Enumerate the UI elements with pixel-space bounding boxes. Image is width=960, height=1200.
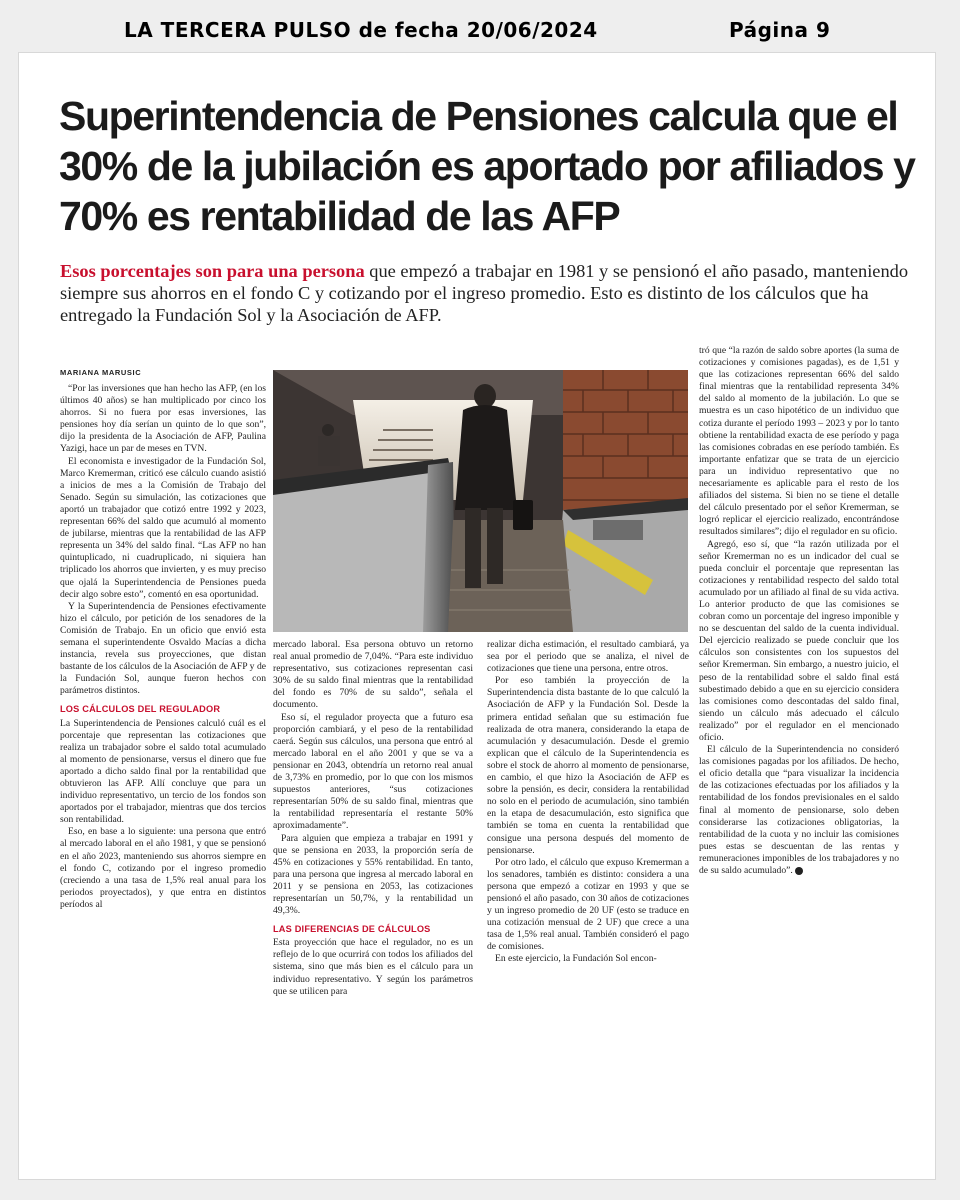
article-column-3 xyxy=(487,639,689,966)
paragraph: Agregó, eso sí, que “la razón utilizada por el señor Kremerman no es un indicador del cual se pueda concluir el porcentaje que representan las cotizaciones y rentabilidad respecto del saldo total acumulado por un afiliado al final de su vida activa. Lo anterior producto de que las comisiones se cobran como un porcentaje del ingreso imponible y no se descuentan del saldo de la cuenta individual. Del ejercicio realizado se puede concluir que los cálculos son consistentes con los supuestos del señor Kremerman. Sin embargo, a nuestro juicio, el peso de la rentabilidad sobre el saldo final está subestimado debido a que en su ejercicio considera las comisiones como descontadas del saldo final, siendo un cálculo más adecuado el cálculo realizado” por el regulador en el mencionado oficio. xyxy=(699,538,899,743)
paragraph: realizar dicha estimación, el resultado cambiará, ya sea por el periodo que se analiza, el nivel de cotizaciones que tiene una persona, entre otros. xyxy=(487,639,689,675)
clipping-header xyxy=(0,14,960,50)
section-subhead: LAS DIFERENCIAS DE CÁLCULOS xyxy=(273,924,431,935)
paragraph xyxy=(699,744,899,877)
article-column-1 xyxy=(60,383,266,911)
paragraph: Por eso también la proyección de la Superintendencia dista bastante de lo que calculó la Asociación de AFP y la Fundación Sol. Desde la primera entidad señalan que su estimación fue realizada de otra manera, considerando la etapa de acumulación y desacumulación. Desde el gremio explican que el cálculo de la Superintendencia es sobre el stock de ahorro al momento de pensionarse, en cambio, el que hizo la Asociación de AFP es sobre la pensión, es decir, considera la rentabilidad no solo en el periodo de acumulación, sino también en la etapa de desacumulación, esto significa que también se toma en cuenta la rentabilidad que consigue una persona después del momento de pensionarse. xyxy=(487,675,689,856)
paragraph: El economista e investigador de la Fundación Sol, Marco Kremerman, criticó ese cálculo cuando asistió a inicios de mes a la Comisión de Trabajo del Senado. Según su simulación, las cotizaciones que aportó un trabajador que cotizó entre 1992 y 2023, representan 66% del saldo que acumuló al momento de jubilarse, mientras que la rentabilidad de las AFP representa un 34% del saldo final. “Las AFP no han quintuplicado, ni cuadruplicado, ni siquiera han triplicado los ahorros que invierten, y es muy preciso que ojalá la Superintendencia de Pensiones pueda decir algo sobre esto”, comentó en esa oportunidad. xyxy=(60,455,266,600)
end-of-article-icon xyxy=(795,867,803,875)
paragraph: Por otro lado, el cálculo que expuso Kremerman a los senadores, también es distinto: considera a una persona que empezó a cotizar en 1993 y que se pensionó el año pasado, con 30 años de cotizaciones y un ingreso promedio de 20 UF (esto se traduce en una cotización mensual de 2 UF) que crece a una tasa de 1,5% real anual. También consideró el pago de comisiones. xyxy=(487,856,689,953)
clipping-source: LA TERCERA PULSO de fecha 20/06/2024 xyxy=(124,18,598,42)
article-lead xyxy=(60,260,910,326)
paragraph: Eso sí, el regulador proyecta que a futuro esa proporción cambiará, y el peso de la rentabilidad caerá. Según sus cálculos, una persona que entró al mercado laboral en el año 2001 y que se va a pensionar en 2043, obtendría un retorno real anual de 3,73% en promedio, por lo que con los mismos supuestos anteriores, “sus cotizaciones representarían 50% de su saldo final, mientras que la rentabilidad representaría el restante 50% aproximadamente”. xyxy=(273,711,473,832)
paragraph: En este ejercicio, la Fundación Sol encon- xyxy=(495,953,657,965)
paragraph: Y la Superintendencia de Pensiones efectivamente hizo el cálculo, por petición de los senadores de la Comisión de Trabajo. En un oficio que envió esta semana el superintendente Osvaldo Macías a dicha instancia, revela sus proyecciones, que distan bastante de los cálculos de la Asociación de AFP y de la Fundación Sol, aunque fueron hechos con parámetros distintos. xyxy=(60,600,266,697)
paragraph: La Superintendencia de Pensiones calculó cuál es el porcentaje que representan las cotizaciones que realiza un trabajador sobre el saldo total acumulado al momento de pensionarse, versus el dinero que fue aportado a dicho saldo final por la rentabilidad que obtuvieron las AFP. Allí concluye que para un individuo representativo, un tercio de los fondos son aportados por el trabajador, mientras que dos tercios son rentabilidad. xyxy=(60,717,266,826)
paragraph: Esta proyección que hace el regulador, no es un reflejo de lo que ocurrirá con todos los afiliados del sistema, sino que más bien es el cálculo para un individuo representativo. Y según los parámetros que se utilicen para xyxy=(273,937,473,997)
article-column-4 xyxy=(699,345,899,877)
section-subhead: LOS CÁLCULOS DEL REGULADOR xyxy=(60,704,221,715)
paragraph: tró que “la razón de saldo sobre aportes (la suma de cotizaciones y comisiones pagadas), es de 1,51 y que las cotizaciones representan 66% del saldo final mientras que la rentabilidad representa 34% del saldo al momento de la jubilación. Lo que se muestra es un caso hipotético de un individuo que cotiza durante el período 1993 – 2023 y por lo tanto obtiene la rentabilidad exacta de ese período y paga las comisiones cobradas en ese período también. Es importante enfatizar que se trata de un ejercicio para un individuo representativo que no necesariamente es aplicable para el resto de los afiliados del sistema. Si bien no se tiene el detalle del cálculo presentado por el señor Kremerman, se logró replicar el ejercicio realizado, encontrándose resultados similares”; dijo el regulador en su oficio. xyxy=(699,345,899,538)
paragraph: “Por las inversiones que han hecho las AFP, (en los últimos 40 años) se han multiplicado por cinco los ahorros. Si no fuera por esas inversiones, las pensiones hoy día serían un quinto de lo que son”, dijo la presidenta de la Asociación de AFP, Paulina Yazigi, hace un par de meses en TVN. xyxy=(60,383,266,455)
paragraph: Eso, en base a lo siguiente: una persona que entró al mercado laboral en el año 1981, y que se pensionó en el año 2023, manteniendo sus ahorros siempre en el fondo C, cotizando por el ingreso promedio (creciendo a una tasa de 1,5% real anual para los periodos proyectados), y que entra en distintos períodos al xyxy=(60,826,266,910)
paragraph-text: El cálculo de la Superintendencia no consideró las comisiones pagadas por los afiliados. De hecho, el oficio detalla que “para visualizar la incidencia de las cotizaciones efectuadas por los afiliados y la rentabilidad de los fondos previsionales en el saldo final al momento de pensionarse, solo deben considerarse las cotizaciones obligatorias, la rentabilidad de la cuota y no incluir las comisiones pues estas se descuentan de las rentas y remuneraciones imponibles de los trabajadores y no de su saldo acumulado”. xyxy=(699,744,899,877)
lead-text: que empezó a trabajar en 1981 y se pensionó el año pasado, manteniendo siempre sus ahorros en el fondo C y cotizando por el ingreso promedio. Esto es distinto de los cálculos que ha entregado la Fundación Sol y la Asociación de AFP. xyxy=(60,261,909,325)
escalator-photo xyxy=(273,370,688,632)
article-headline: Superintendencia de Pensiones calcula que el 30% de la jubilación es aportado por afiliados y 70% es rentabilidad de las AFP xyxy=(59,93,915,239)
lead-kicker: Esos porcentajes son para una persona xyxy=(60,261,365,281)
page-label: Página 9 xyxy=(729,18,831,42)
article-column-2 xyxy=(273,639,473,998)
byline: MARIANA MARUSIC xyxy=(60,368,142,377)
newspaper-page xyxy=(18,52,936,1180)
paragraph: Para alguien que empieza a trabajar en 1991 y que se pensiona en 2033, la proporción sería de 45% en cotizaciones y 55% rentabilidad. En tanto, para una persona que ingresa al mercado laboral en 2011 y se pensiona en 2053, las cotizaciones representarían un 50,7%, y la rentabilidad un 49,3%. xyxy=(273,832,473,917)
article-photo xyxy=(273,370,688,632)
paragraph: mercado laboral. Esa persona obtuvo un retorno real anual promedio de 7,04%. “Para este individuo representativo, sus cotizaciones representan casi 30% de su saldo final mientras que la rentabilidad del fondo es 70% de su saldo”, señala el documento. xyxy=(273,639,473,711)
